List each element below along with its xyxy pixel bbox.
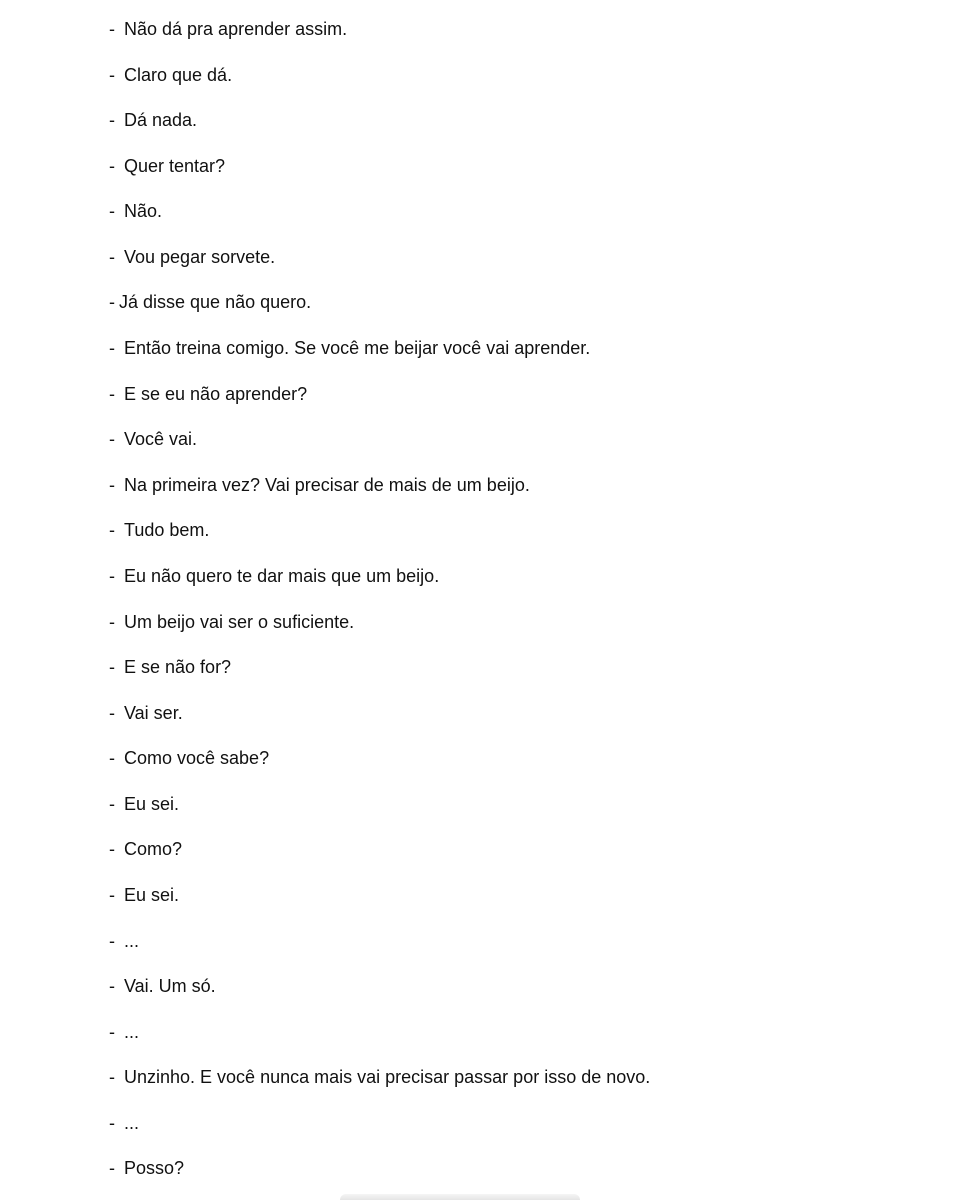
dialogue-line [109, 473, 650, 519]
dialogue-dash: - [109, 702, 115, 723]
dialogue-dash: - [109, 1112, 115, 1133]
dialogue-text: Posso? [124, 1158, 185, 1179]
dialogue-line [109, 610, 650, 656]
dialogue-line [109, 17, 650, 63]
dialogue-text: Como você sabe? [124, 748, 270, 769]
dialogue-line [109, 154, 650, 200]
dialogue-text: Vou pegar sorvete. [124, 246, 276, 267]
dialogue-text: Um beijo vai ser o suficiente. [124, 611, 355, 632]
dialogue-line [109, 701, 650, 747]
dialogue-dash: - [109, 201, 115, 222]
dialogue-dash: - [109, 793, 115, 814]
dialogue-dash: - [109, 930, 115, 951]
dialogue-dash: - [109, 338, 115, 359]
dialogue-text: Eu não quero te dar mais que um beijo. [124, 565, 440, 586]
dialogue-dash: - [109, 1158, 115, 1179]
dialogue-dash: - [109, 520, 115, 541]
dialogue-dash: - [109, 246, 115, 267]
dialogue-text: Não. [124, 201, 163, 222]
dialogue-text: Você vai. [124, 429, 198, 450]
dialogue-dash: - [109, 839, 115, 860]
dialogue-line [109, 655, 650, 701]
dialogue-text: E se não for? [124, 657, 232, 678]
dialogue-line [109, 63, 650, 109]
dialogue-text: Eu sei. [124, 884, 180, 905]
dialogue-line [109, 427, 650, 473]
dialogue-text: Dá nada. [124, 110, 198, 131]
dialogue-line [109, 883, 650, 929]
dialogue-text: Então treina comigo. Se você me beijar você vai aprender. [124, 338, 591, 359]
dialogue-line [109, 336, 650, 382]
dialogue-text: Na primeira vez? Vai precisar de mais de um beijo. [124, 474, 530, 495]
dialogue-text: ... [124, 1112, 140, 1133]
dialogue-line [109, 382, 650, 428]
dialogue-line [109, 199, 650, 245]
dialogue-dash: - [109, 748, 115, 769]
dialogue-text: E se eu não aprender? [124, 383, 308, 404]
dialogue-dash: - [109, 110, 115, 131]
dialogue-dash: - [109, 292, 115, 313]
dialogue-line [109, 108, 650, 154]
dialogue-text: ... [124, 930, 140, 951]
dialogue-line [109, 974, 650, 1020]
dialogue-dash: - [109, 611, 115, 632]
dialogue-text: Quer tentar? [124, 155, 226, 176]
page-bottom-shadow [340, 1194, 580, 1200]
dialogue-dash: - [109, 884, 115, 905]
dialogue-line [109, 290, 650, 336]
dialogue-line [109, 837, 650, 883]
dialogue-line [109, 1111, 650, 1157]
dialogue-dash: - [109, 19, 115, 39]
dialogue-text: Vai ser. [124, 702, 183, 723]
dialogue-line [109, 746, 650, 792]
dialogue-list [109, 17, 650, 1202]
dialogue-text: Vai. Um só. [124, 976, 216, 997]
dialogue-line [109, 929, 650, 975]
dialogue-text: Eu sei. [124, 793, 180, 814]
dialogue-text: ... [124, 1021, 140, 1042]
dialogue-dash: - [109, 1067, 115, 1088]
dialogue-dash: - [109, 64, 115, 85]
dialogue-text: Já disse que não quero. [119, 292, 312, 313]
dialogue-dash: - [109, 657, 115, 678]
dialogue-line [109, 1065, 650, 1111]
dialogue-line [109, 245, 650, 291]
dialogue-line [109, 1020, 650, 1066]
dialogue-dash: - [109, 383, 115, 404]
dialogue-dash: - [109, 1021, 115, 1042]
dialogue-text: Tudo bem. [124, 520, 210, 541]
dialogue-text: Como? [124, 839, 183, 860]
dialogue-line [109, 518, 650, 564]
dialogue-dash: - [109, 429, 115, 450]
dialogue-line [109, 564, 650, 610]
dialogue-dash: - [109, 474, 115, 495]
dialogue-text: Não dá pra aprender assim. [124, 19, 348, 39]
dialogue-dash: - [109, 976, 115, 997]
dialogue-dash: - [109, 155, 115, 176]
dialogue-text: Unzinho. E você nunca mais vai precisar passar por isso de novo. [124, 1067, 651, 1088]
dialogue-line [109, 792, 650, 838]
dialogue-text: Claro que dá. [124, 64, 233, 85]
dialogue-dash: - [109, 565, 115, 586]
